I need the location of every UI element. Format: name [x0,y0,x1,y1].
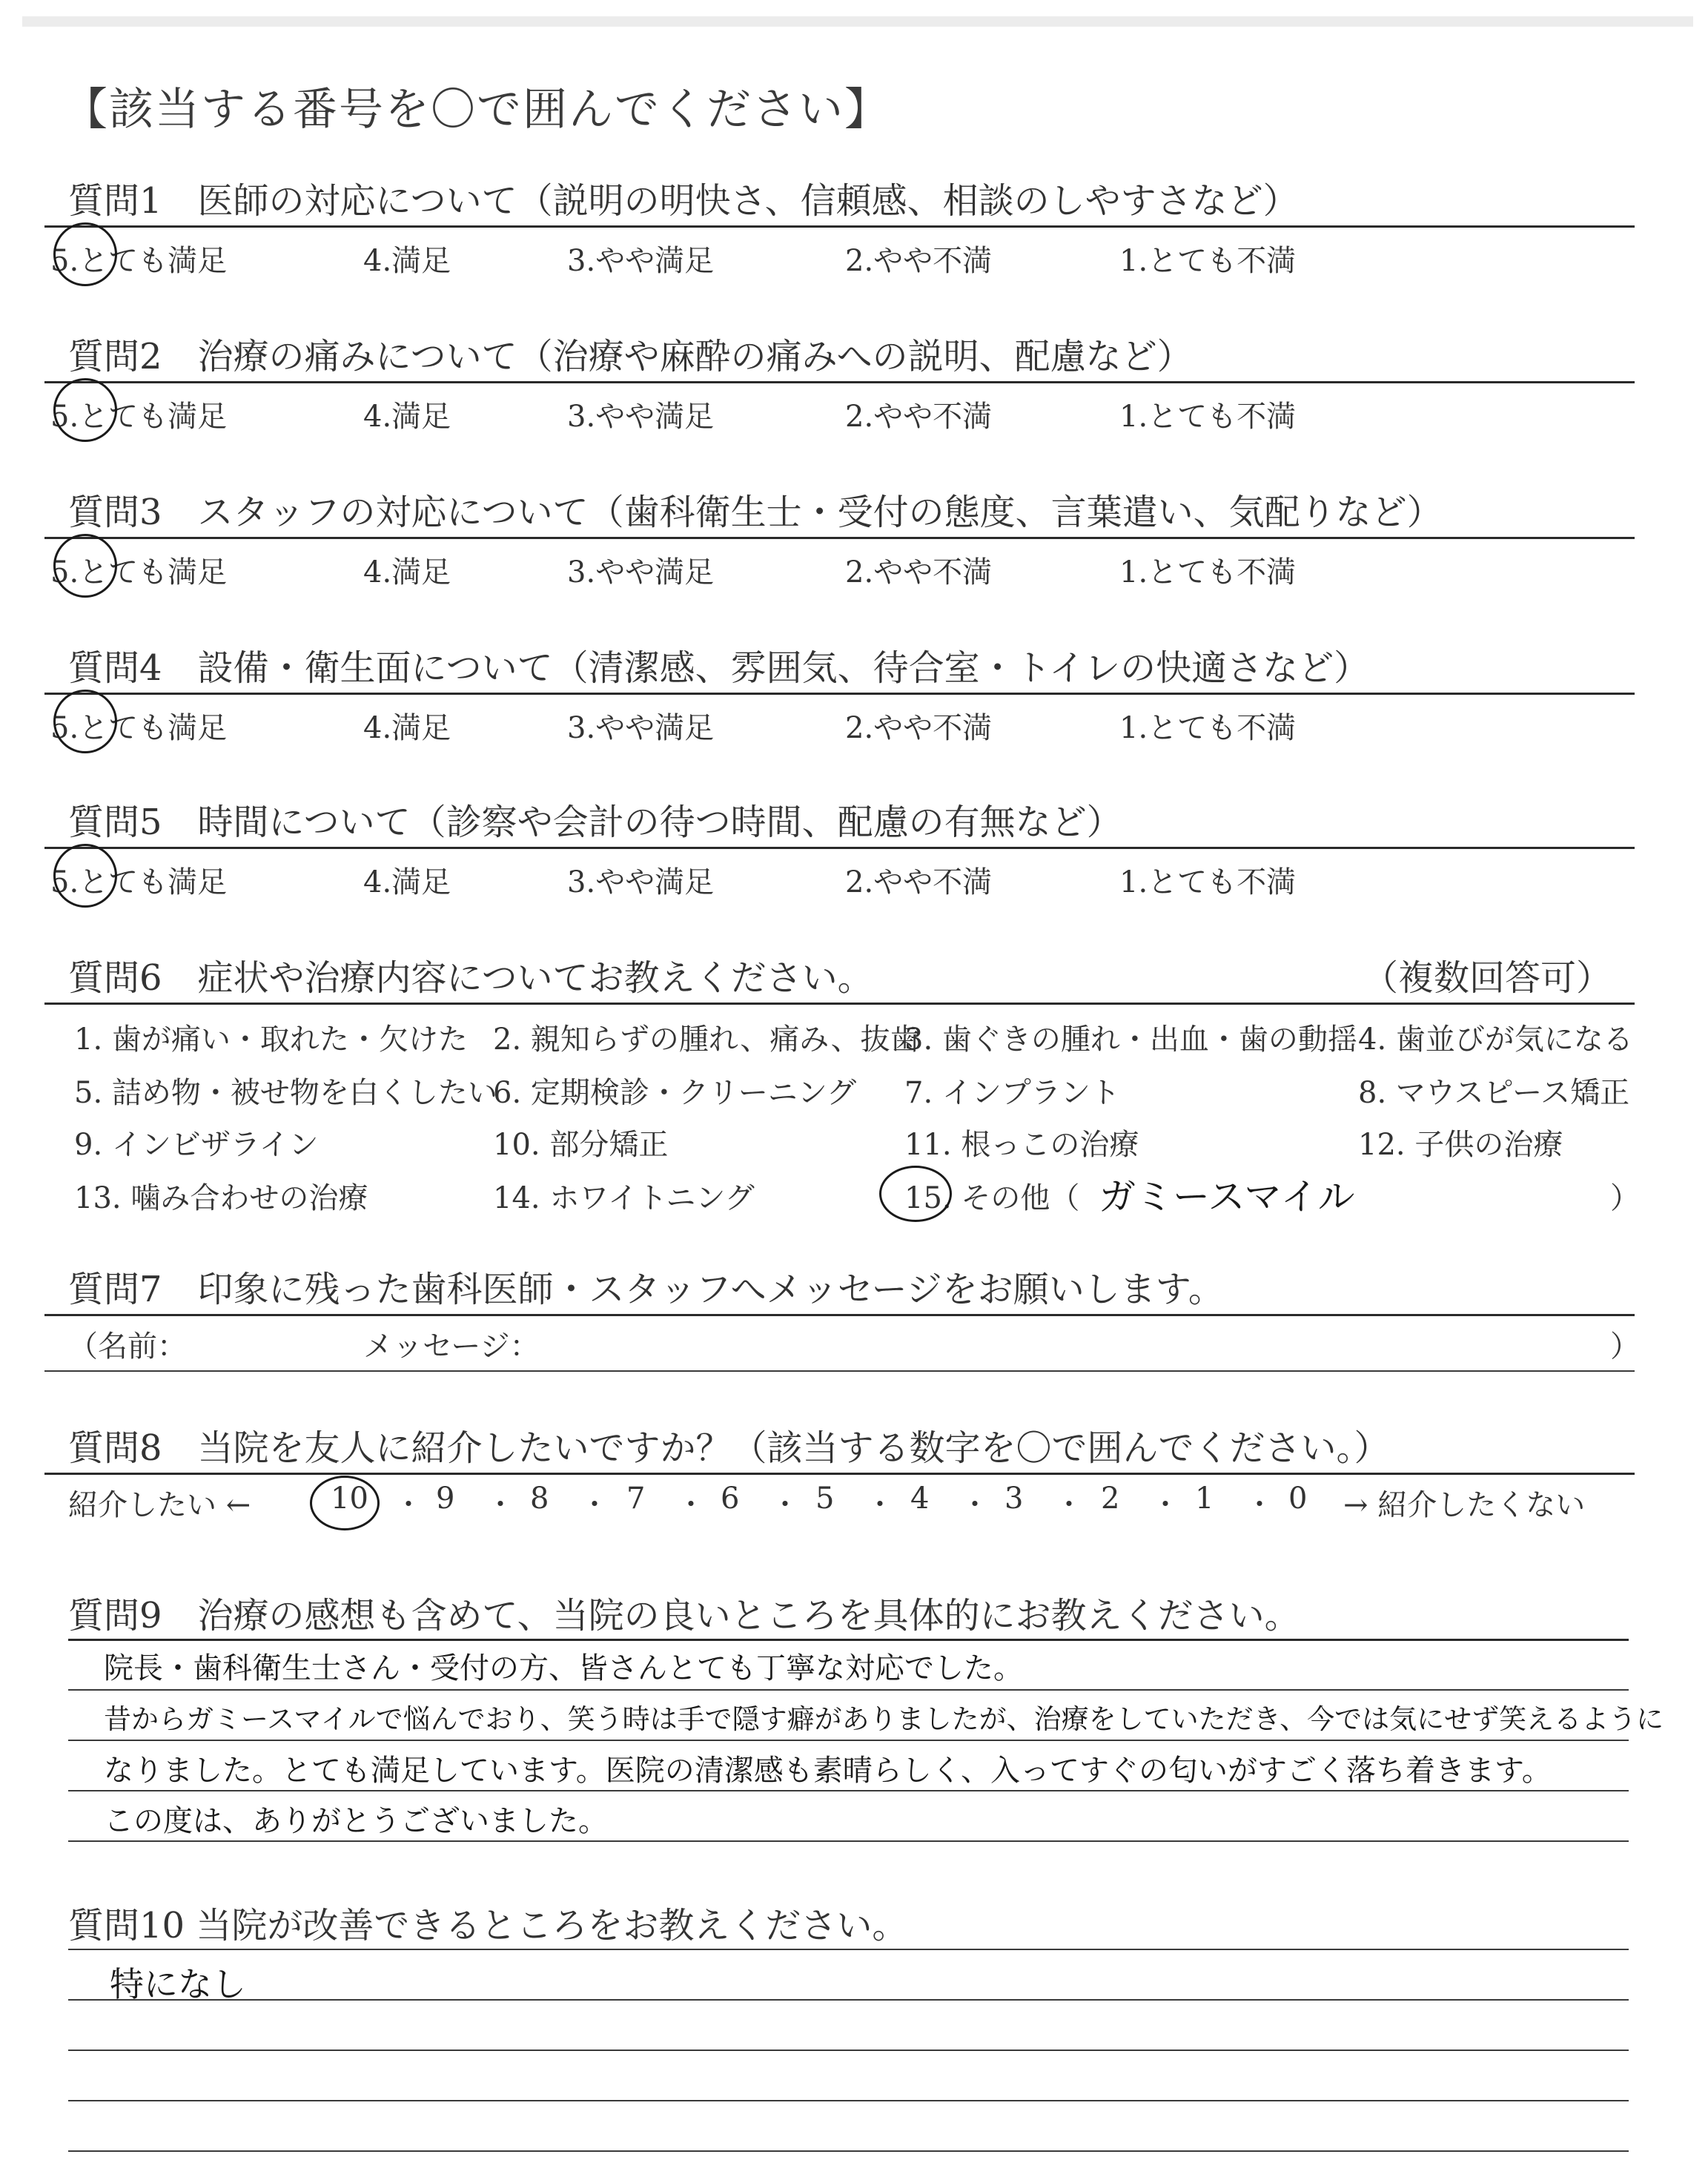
q2-underline [44,381,1635,383]
q8-score-9[interactable]: 9 [436,1482,455,1516]
q6-other-close: ） [1610,1181,1640,1215]
q1-title: 質問1 医師の対応について（説明の明快さ、信頼感、相談のしやすさなど） [68,180,1299,222]
q9-answer-line [68,1689,1629,1691]
q8-left-label: 紹介したい ← [68,1488,251,1522]
q8-score-10[interactable]: 10 [331,1482,368,1516]
q9-answer-line [68,1740,1629,1741]
q8-score-0[interactable]: 0 [1288,1482,1308,1516]
q9-answer-line [68,1639,1629,1641]
q8-selected-circle [310,1476,380,1530]
q7-name-label: （名前： [68,1330,187,1364]
q4-option-4[interactable]: 4.満足 [363,711,451,745]
q10-answer-line [68,2100,1629,2101]
q9-title: 質問9 治療の感想も含めて、当院の良いところを具体的にお教えください。 [68,1595,1300,1636]
page-title: 【該当する番号を〇で囲んでください】 [63,84,890,136]
q8-separator-dot: ・ [961,1488,990,1521]
q1-option-3[interactable]: 3.やや満足 [567,244,715,278]
q6-option-10[interactable]: 10. 部分矯正 [493,1128,669,1162]
q2-selected-circle [53,378,117,442]
q6-other-answer: ガミースマイル [1099,1175,1355,1218]
q10-answer-line [68,1999,1629,2001]
q6-option-5[interactable]: 5. 詰め物・被せ物を白くしたい [74,1076,497,1110]
q8-score-5[interactable]: 5 [815,1482,835,1516]
q4-option-2[interactable]: 2.やや不満 [845,711,993,745]
q6-option-14[interactable]: 14. ホワイトニング [493,1181,755,1215]
q6-note: （複数回答可） [1363,957,1612,999]
q5-option-1[interactable]: 1.とても不満 [1119,865,1297,899]
q3-option-3[interactable]: 3.やや満足 [567,555,715,589]
q8-right-label: → 紹介したくない [1343,1488,1586,1522]
q1-option-4[interactable]: 4.満足 [363,244,451,278]
q9-answer-line [68,1790,1629,1791]
q6-option-15[interactable]: 15. その他（ [904,1181,1080,1215]
scan-top-edge [22,16,1693,27]
q9-answer-text: 院長・歯科衛生士さん・受付の方、皆さんとても丁寧な対応でした。 [104,1651,1023,1685]
q6-option-12[interactable]: 12. 子供の治療 [1358,1128,1563,1162]
q6-option-8[interactable]: 8. マウスピース矯正 [1358,1076,1630,1110]
q2-option-2[interactable]: 2.やや不満 [845,400,993,434]
q1-option-5[interactable]: 5.とても満足 [50,244,228,278]
q5-option-2[interactable]: 2.やや不満 [845,865,993,899]
q8-separator-dot: ・ [580,1488,609,1521]
q4-option-5[interactable]: 5.とても満足 [50,711,228,745]
q9-answer-line [68,1840,1629,1842]
q8-separator-dot: ・ [486,1488,515,1521]
q3-title: 質問3 スタッフの対応について（歯科衛生士・受付の態度、言葉遣い、気配りなど） [68,492,1443,533]
q6-option-4[interactable]: 4. 歯並びが気になる [1358,1023,1633,1057]
q4-underline [44,693,1635,695]
q6-option-11[interactable]: 11. 根っこの治療 [904,1128,1139,1162]
q8-score-1[interactable]: 1 [1195,1482,1214,1516]
q8-underline [44,1473,1635,1475]
q7-message-label: メッセージ： [363,1330,540,1364]
q8-separator-dot: ・ [1055,1488,1084,1521]
q5-title: 質問5 時間について（診察や会計の待つ時間、配慮の有無など） [68,802,1122,843]
q4-option-1[interactable]: 1.とても不満 [1119,711,1297,745]
q1-option-2[interactable]: 2.やや不満 [845,244,993,278]
q8-score-8[interactable]: 8 [530,1482,549,1516]
q4-title: 質問4 設備・衛生面について（清潔感、雰囲気、待合室・トイレの快適さなど） [68,647,1370,689]
q8-score-3[interactable]: 3 [1004,1482,1024,1516]
q6-option-6[interactable]: 6. 定期検診・クリーニング [493,1076,857,1110]
q8-score-7[interactable]: 7 [626,1482,646,1516]
q6-selected-circle [879,1166,952,1222]
q8-score-6[interactable]: 6 [721,1482,740,1516]
q3-option-1[interactable]: 1.とても不満 [1119,555,1297,589]
q3-option-2[interactable]: 2.やや不満 [845,555,993,589]
q4-selected-circle [53,690,117,753]
q5-option-5[interactable]: 5.とても満足 [50,865,228,899]
q2-option-3[interactable]: 3.やや満足 [567,400,715,434]
q6-option-2[interactable]: 2. 親知らずの腫れ、痛み、抜歯 [493,1023,920,1057]
q6-title: 質問6 症状や治療内容についてお教えください。 [68,957,873,999]
q5-option-3[interactable]: 3.やや満足 [567,865,715,899]
q7-underline [44,1314,1635,1316]
q4-option-3[interactable]: 3.やや満足 [567,711,715,745]
q6-option-3[interactable]: 3. 歯ぐきの腫れ・出血・歯の動揺 [904,1023,1357,1057]
q3-underline [44,537,1635,539]
q3-selected-circle [53,534,117,598]
q8-title: 質問8 当院を友人に紹介したいですか？（該当する数字を〇で囲んでください。） [68,1427,1390,1469]
q2-option-1[interactable]: 1.とても不満 [1119,400,1297,434]
q10-answer-line [68,2150,1629,2152]
q8-separator-dot: ・ [1245,1488,1274,1521]
q8-separator-dot: ・ [677,1488,706,1521]
q7-title: 質問7 印象に残った歯科医師・スタッフへメッセージをお願いします。 [68,1269,1224,1310]
q6-option-13[interactable]: 13. 噛み合わせの治療 [74,1181,368,1215]
q1-option-1[interactable]: 1.とても不満 [1119,244,1297,278]
q8-score-4[interactable]: 4 [910,1482,930,1516]
q10-title: 質問10 当院が改善できるところをお教えください。 [68,1905,908,1946]
q10-answer-text: 特になし [110,1964,246,2004]
q6-underline [44,1003,1635,1005]
q9-answer-text: この度は、ありがとうございました。 [104,1804,608,1838]
q8-separator-dot: ・ [1151,1488,1180,1521]
q6-option-1[interactable]: 1. 歯が痛い・取れた・欠けた [74,1023,468,1057]
q10-answer-line [68,1949,1629,1950]
q6-option-7[interactable]: 7. インプラント [904,1076,1120,1110]
q8-separator-dot: ・ [771,1488,800,1521]
q5-selected-circle [53,844,117,908]
q10-answer-line [68,2050,1629,2051]
q3-option-4[interactable]: 4.満足 [363,555,451,589]
q3-option-5[interactable]: 5.とても満足 [50,555,228,589]
q1-selected-circle [53,222,117,286]
q1-underline [44,225,1635,228]
q8-score-2[interactable]: 2 [1101,1482,1120,1516]
q8-separator-dot: ・ [866,1488,895,1521]
q9-answer-text: 昔からガミースマイルで悩んでおり、笑う時は手で隠す癖がありましたが、治療をしていただき、今では気にせず笑えるように [104,1703,1664,1735]
q6-option-9[interactable]: 9. インビザライン [74,1128,319,1162]
q5-option-4[interactable]: 4.満足 [363,865,451,899]
q8-separator-dot: ・ [394,1488,423,1521]
q9-answer-text: なりました。とても満足しています。医院の清潔感も素晴らしく、入ってすぐの匂いがすごく落ち着きます。 [104,1754,1552,1788]
q2-option-5[interactable]: 5.とても満足 [50,400,228,434]
q2-title: 質問2 治療の痛みについて（治療や麻酔の痛みへの説明、配慮など） [68,336,1193,377]
q2-option-4[interactable]: 4.満足 [363,400,451,434]
q7-answer-line [44,1370,1635,1372]
q5-underline [44,847,1635,849]
q7-close: ） [1610,1330,1640,1364]
